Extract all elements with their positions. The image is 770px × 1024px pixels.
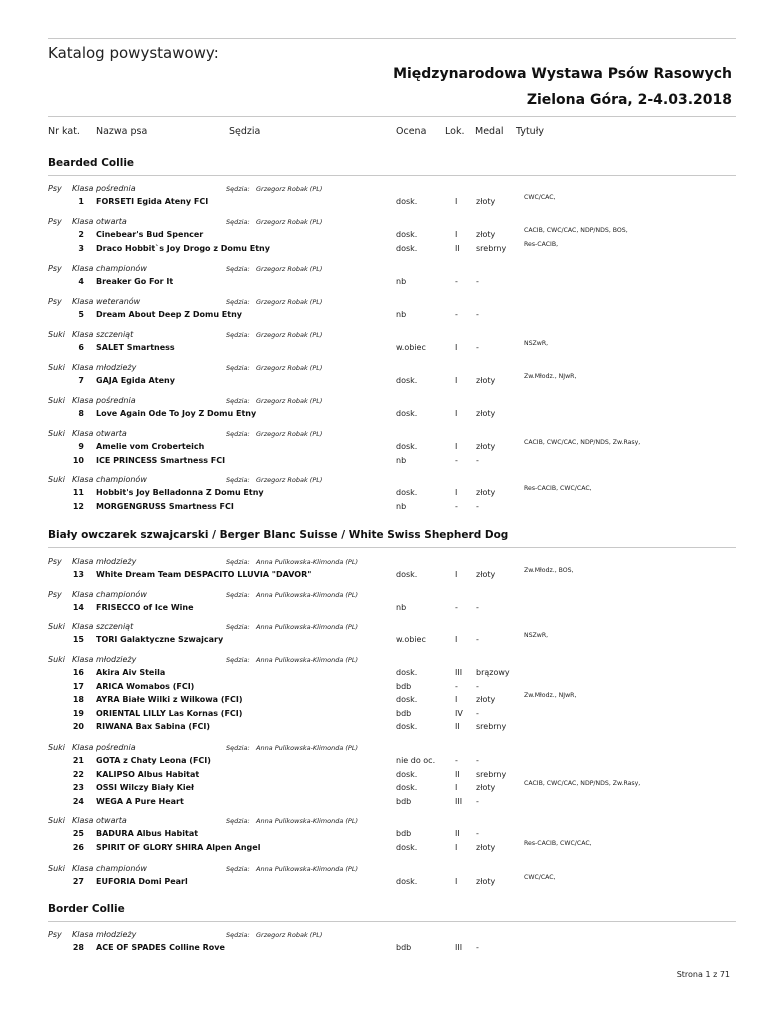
sex-label: Psy [48,590,62,599]
dog-name: Amelie vom Croberteich [96,442,205,451]
catalog-number: 8 [78,409,84,418]
catalog-number: 23 [72,783,84,792]
placement: - [455,277,458,286]
placement: - [455,455,458,465]
catalog-number: 22 [72,769,84,779]
medal: - [476,455,479,465]
catalog-number: 25 [72,829,84,838]
placement: I [455,695,458,704]
medal: złoty [476,783,496,792]
placement: - [455,756,458,765]
judge-label: Sędzia: [226,185,250,193]
catalog-number: 17 [72,681,84,691]
catalog-number: 20 [72,722,84,731]
grade: nb [396,277,407,286]
judge-label: Sędzia: [226,298,250,306]
catalog-number: 2 [78,230,84,239]
medal: złoty [476,230,496,239]
judge-label: Sędzia: [226,656,250,664]
sex-label: Suki [48,816,66,825]
judge-name: Grzegorz Robak (PL) [256,331,323,339]
placement: III [455,668,463,677]
col-header-name: Nazwa psa [96,126,148,137]
judge-label: Sędzia: [226,591,250,599]
breed-rule [48,921,736,922]
placement: III [455,796,463,806]
breed-rule [48,547,736,548]
sex-label: Psy [48,930,62,939]
dog-name: White Dream Team DESPACITO LLUVIA "DAVOR" [96,570,312,579]
judge-label: Sędzia: [226,364,250,372]
document-title: Katalog powystawowy: [48,44,219,62]
placement: I [455,376,458,385]
judge-name: Anna Pulikowska-Klimonda (PL) [256,656,359,664]
class-name: championów [96,475,147,484]
titles: Res-CACIB, CWC/CAC, [524,839,592,847]
placement: - [455,603,458,612]
col-header-titles: Tytuły [516,126,545,137]
medal: - [476,943,479,952]
judge-name: Anna Pulikowska-Klimonda (PL) [256,623,359,631]
grade: dosk. [396,877,418,886]
class-prefix: Klasa [72,264,94,273]
event-title: Międzynarodowa Wystawa Psów Rasowych [393,66,732,82]
grade: bdb [396,681,412,691]
grade: nb [396,603,407,612]
grade: bdb [396,943,412,952]
placement: - [455,501,458,511]
class-name: młodzieży [96,363,137,372]
catalog-number: 15 [72,635,84,644]
class-name: młodzieży [96,655,137,664]
grade: nb [396,455,407,465]
class-prefix: Klasa [72,743,94,752]
medal: złoty [476,197,496,206]
titles: CWC/CAC, [524,874,556,881]
class-name: championów [96,864,147,873]
catalog-number: 14 [72,603,84,612]
judge-label: Sędzia: [226,265,250,273]
grade: dosk. [396,243,418,253]
catalog-number: 11 [72,488,84,497]
sex-label: Suki [48,330,66,339]
class-name: młodzieży [96,930,137,939]
col-header-judge: Sędzia [229,126,261,137]
placement: I [455,442,458,451]
judge-label: Sędzia: [226,397,250,405]
dog-name: SPIRIT OF GLORY SHIRA Alpen Angel [96,842,261,852]
catalog-number: 9 [78,442,84,451]
class-name: championów [96,590,147,599]
judge-label: Sędzia: [226,865,250,873]
medal: - [476,635,479,644]
sex-label: Suki [48,363,66,372]
sex-label: Psy [48,557,62,566]
event-place-date: Zielona Góra, 2-4.03.2018 [526,92,732,108]
placement: I [455,343,458,352]
judge-name: Grzegorz Robak (PL) [256,430,323,438]
judge-label: Sędzia: [226,476,250,484]
medal: - [476,681,479,691]
class-prefix: Klasa [72,297,94,306]
dog-name: OSSI Wilczy Biały Kieł [96,783,194,792]
judge-name: Grzegorz Robak (PL) [256,931,323,939]
dog-name: Akira Aiv Steila [96,668,166,677]
class-prefix: Klasa [72,330,94,339]
col-header-nr: Nr kat. [48,126,80,137]
catalog-number: 18 [72,695,84,704]
breed-heading: Biały owczarek szwajcarski / Berger Blanc Suisse / White Swiss Shepherd Dog [48,529,509,541]
dog-name: Love Again Ode To Joy Z Domu Etny [96,409,257,418]
class-prefix: Klasa [72,396,94,405]
dog-name: BADURA Albus Habitat [96,829,199,838]
titles: Res-CACIB, [524,240,559,248]
class-name: otwarta [96,429,127,438]
titles: Res-CACIB, CWC/CAC, [524,485,592,492]
grade: dosk. [396,570,418,579]
titles: CACIB, CWC/CAC, NDP/NDS, Zw.Rasy, [524,780,641,787]
grade: dosk. [396,769,418,779]
sex-label: Suki [48,429,66,438]
judge-label: Sędzia: [226,331,250,339]
dog-name: FORSETI Egida Ateny FCI [96,197,209,206]
titles: Zw.Młodz., BOS, [524,567,574,574]
medal: srebrny [476,722,507,731]
col-header-place: Lok. [445,126,465,137]
catalog-number: 4 [78,277,84,286]
dog-name: MORGENGRUSS Smartness FCI [96,501,234,511]
dog-name: TORI Galaktyczne Szwajcary [96,635,224,644]
catalog-number: 7 [78,376,84,385]
class-name: otwarta [96,217,127,226]
sex-label: Suki [48,864,66,873]
dog-name: FRISECCO of Ice Wine [96,603,194,612]
catalog-number: 26 [72,842,84,852]
titles: NSZwR, [524,632,549,639]
medal: - [476,501,479,511]
judge-label: Sędzia: [226,931,250,939]
medal: - [476,756,479,765]
sex-label: Suki [48,655,66,664]
judge-label: Sędzia: [226,817,250,825]
catalog-number: 16 [72,668,84,677]
breed-heading: Bearded Collie [48,157,135,169]
placement: I [455,197,458,206]
dog-name: ORIENTAL LILLY Las Kornas (FCI) [96,708,243,718]
catalog-number: 24 [72,796,84,806]
sex-label: Psy [48,297,62,306]
dog-name: Draco Hobbit`s Joy Drogo z Domu Etny [96,243,270,253]
placement: I [455,877,458,886]
class-prefix: Klasa [72,557,94,566]
dog-name: Hobbit's Joy Belladonna Z Domu Etny [96,488,264,497]
dog-name: EUFORIA Domi Pearl [96,877,188,886]
titles: CACIB, CWC/CAC, NDP/NDS, BOS, [524,227,628,234]
placement: I [455,783,458,792]
dog-name: GOTA z Chaty Leona (FCI) [96,756,211,765]
class-name: młodzieży [96,557,137,566]
catalog-number: 21 [72,756,84,765]
breed-rule [48,175,736,176]
placement: I [455,842,458,852]
judge-name: Anna Pulikowska-Klimonda (PL) [256,744,359,752]
sex-label: Psy [48,184,62,193]
class-name: szczeniąt [96,330,134,339]
catalog-number: 12 [72,501,84,511]
dog-name: ACE OF SPADES Colline Rove [96,943,225,952]
sex-label: Suki [48,475,66,484]
class-prefix: Klasa [72,217,94,226]
sex-label: Suki [48,396,66,405]
judge-name: Anna Pulikowska-Klimonda (PL) [256,817,359,825]
judge-name: Grzegorz Robak (PL) [256,185,323,193]
titles: Zw.Młodz., NJwR, [524,692,577,699]
class-prefix: Klasa [72,363,94,372]
titles: NSZwR, [524,340,549,347]
grade: w.obiec [396,343,426,352]
catalog-number: 13 [72,570,84,579]
class-name: pośrednia [96,743,136,752]
catalog-number: 10 [72,455,84,465]
catalog-number: 28 [72,943,84,952]
catalog-number: 27 [72,877,84,886]
page-number: Strona 1 z 71 [676,970,730,979]
grade: dosk. [396,376,418,385]
placement: I [455,570,458,579]
grade: dosk. [396,442,418,451]
grade: bdb [396,829,412,838]
grade: dosk. [396,409,418,418]
grade: nie do oc. [396,756,436,765]
medal: - [476,343,479,352]
placement: II [455,722,460,731]
titles: Zw.Młodz., NJwR, [524,373,577,380]
medal: - [476,796,479,806]
class-name: pośrednia [96,396,136,405]
class-name: szczeniąt [96,622,134,631]
placement: I [455,488,458,497]
dog-name: SALET Smartness [96,343,175,352]
grade: nb [396,501,407,511]
class-name: otwarta [96,816,127,825]
catalog-number: 1 [78,197,84,206]
judge-label: Sędzia: [226,558,250,566]
medal: srebrny [476,769,507,779]
class-prefix: Klasa [72,655,94,664]
titles: CWC/CAC, [524,194,556,201]
placement: I [455,635,458,644]
sex-label: Psy [48,217,62,226]
grade: dosk. [396,695,418,704]
placement: - [455,681,458,691]
dog-name: Cinebear's Bud Spencer [96,230,204,239]
medal: - [476,829,479,838]
class-name: weteranów [96,297,141,306]
class-prefix: Klasa [72,184,94,193]
judge-name: Grzegorz Robak (PL) [256,476,323,484]
judge-name: Grzegorz Robak (PL) [256,364,323,372]
judge-name: Grzegorz Robak (PL) [256,298,323,306]
medal: złoty [476,570,496,579]
class-prefix: Klasa [72,475,94,484]
dog-name: AYRA Białe Wilki z Wilkowa (FCI) [96,695,243,704]
medal: złoty [476,409,496,418]
judge-name: Grzegorz Robak (PL) [256,397,323,405]
dog-name: ARICA Womabos (FCI) [96,681,195,691]
medal: złoty [476,488,496,497]
medal: złoty [476,842,496,852]
dog-name: ICE PRINCESS Smartness FCI [96,455,226,465]
judge-label: Sędzia: [226,744,250,752]
col-header-medal: Medal [475,126,504,137]
dog-name: RIWANA Bax Sabina (FCI) [96,722,211,731]
placement: II [455,243,460,253]
medal: złoty [476,376,496,385]
breed-heading: Border Collie [48,903,125,915]
grade: bdb [396,708,412,718]
class-prefix: Klasa [72,622,94,631]
class-name: pośrednia [96,184,136,193]
class-prefix: Klasa [72,816,94,825]
medal: złoty [476,695,496,704]
class-prefix: Klasa [72,590,94,599]
judge-name: Anna Pulikowska-Klimonda (PL) [256,591,359,599]
class-prefix: Klasa [72,429,94,438]
placement: II [455,829,460,838]
catalog-number: 5 [78,310,84,319]
placement: IV [455,708,463,718]
grade: dosk. [396,722,418,731]
sex-label: Suki [48,622,66,631]
medal: - [476,603,479,612]
grade: dosk. [396,842,418,852]
judge-label: Sędzia: [226,218,250,226]
grade: dosk. [396,668,418,677]
judge-name: Grzegorz Robak (PL) [256,265,323,273]
placement: III [455,943,463,952]
medal: brązowy [476,668,510,677]
grade: dosk. [396,197,418,206]
placement: I [455,230,458,239]
grade: bdb [396,796,412,806]
catalog-number: 6 [78,343,84,352]
grade: dosk. [396,488,418,497]
class-name: championów [96,264,147,273]
judge-name: Grzegorz Robak (PL) [256,218,323,226]
medal: złoty [476,877,496,886]
judge-name: Anna Pulikowska-Klimonda (PL) [256,865,359,873]
judge-label: Sędzia: [226,430,250,438]
sex-label: Psy [48,264,62,273]
judge-label: Sędzia: [226,623,250,631]
medal: - [476,277,479,286]
grade: dosk. [396,783,418,792]
catalog-number: 19 [72,708,84,718]
dog-name: GAJA Egida Ateny [96,376,175,385]
class-prefix: Klasa [72,930,94,939]
placement: - [455,310,458,319]
medal: - [476,708,479,718]
dog-name: Breaker Go For It [96,277,174,286]
medal: - [476,310,479,319]
placement: II [455,769,460,779]
titles: CACIB, CWC/CAC, NDP/NDS, Zw.Rasy, [524,439,641,446]
top-rule [48,38,736,39]
medal: złoty [476,442,496,451]
medal: srebrny [476,243,507,253]
catalog-number: 3 [78,243,84,253]
sex-label: Suki [48,743,66,752]
dog-name: KALIPSO Albus Habitat [96,769,200,779]
col-header-grade: Ocena [396,126,427,137]
grade: nb [396,310,407,319]
dog-name: WEGA A Pure Heart [96,796,184,806]
grade: dosk. [396,230,418,239]
placement: I [455,409,458,418]
class-prefix: Klasa [72,864,94,873]
judge-name: Anna Pulikowska-Klimonda (PL) [256,558,359,566]
header-rule [48,116,736,117]
dog-name: Dream About Deep Z Domu Etny [96,310,242,319]
grade: w.obiec [396,635,426,644]
